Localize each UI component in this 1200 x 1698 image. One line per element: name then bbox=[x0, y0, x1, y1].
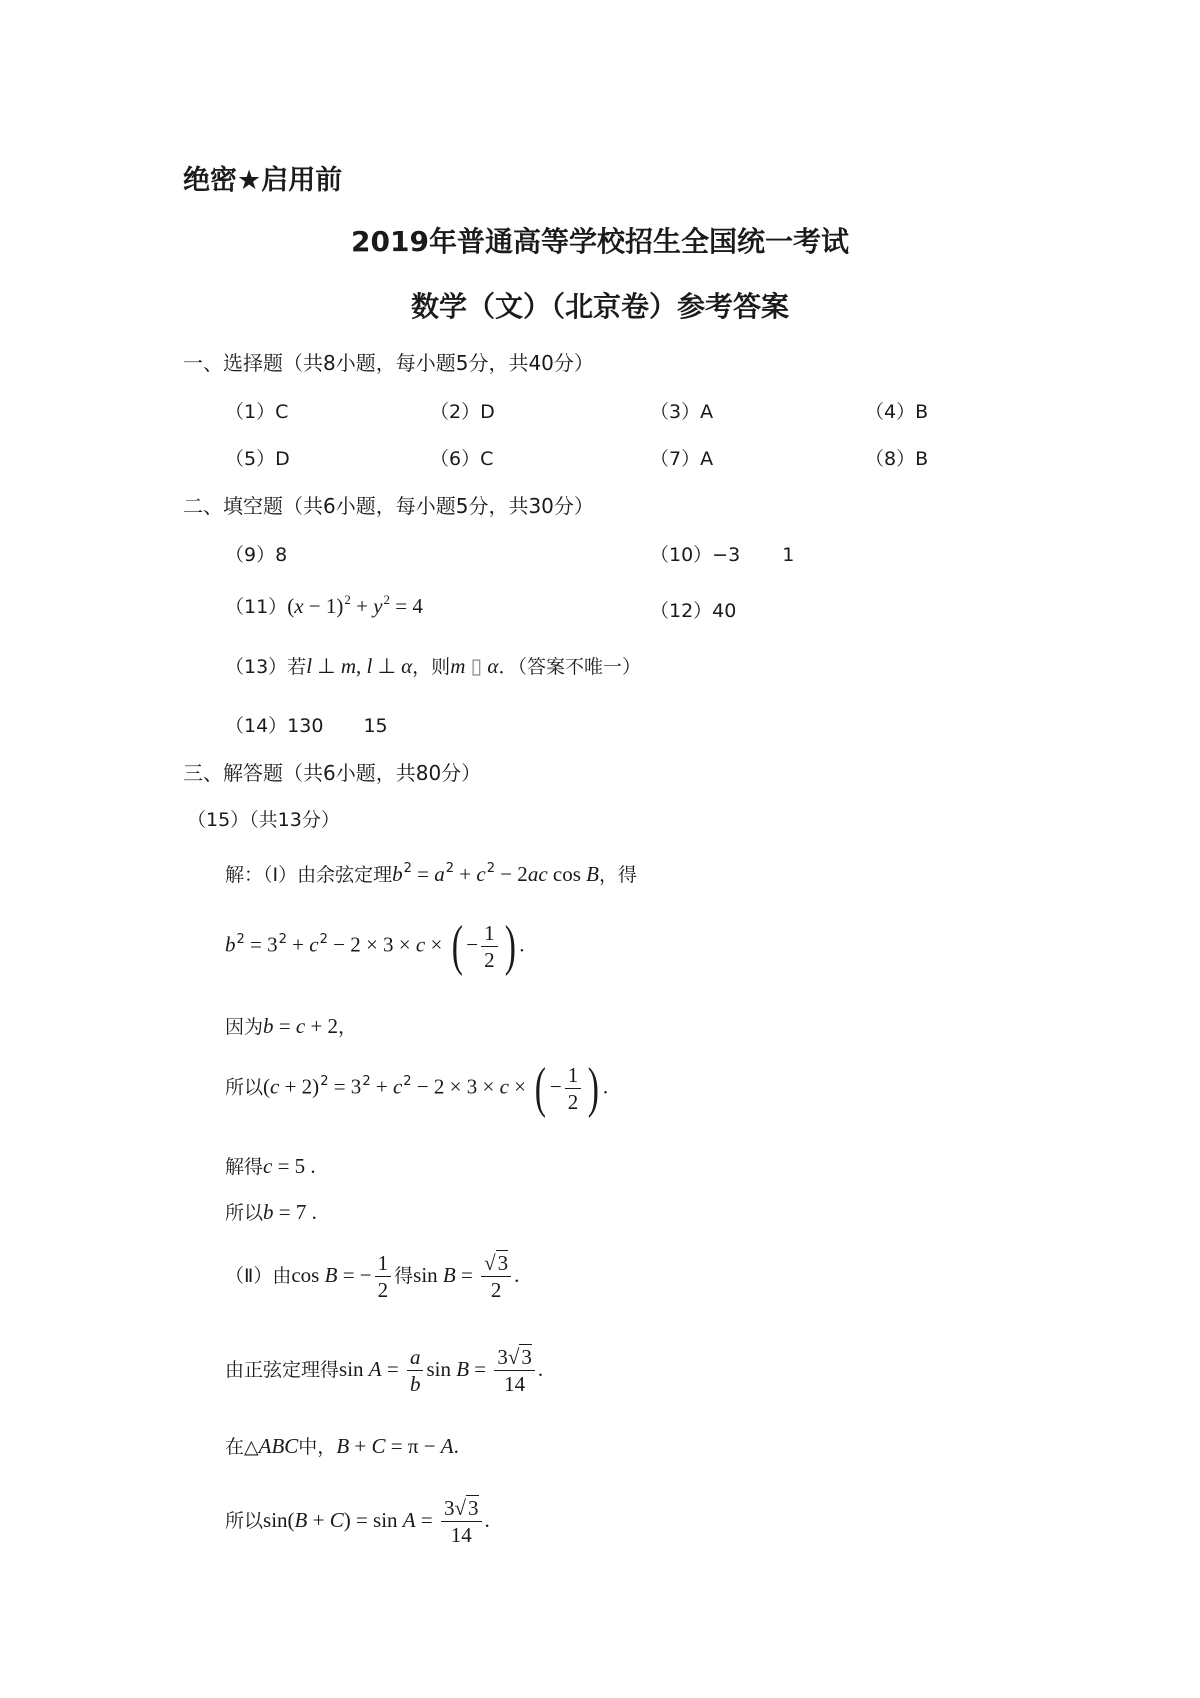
answer-6: （6）C bbox=[430, 448, 494, 470]
document-title: 数学（文）（北京卷）参考答案 bbox=[410, 290, 789, 323]
answer-14: （14）130 15 bbox=[225, 715, 388, 737]
solution-step-8: 由正弦定理得sin A = $\frac{a}{b}$ sin B = $\frac{3√3}{14}$ . bbox=[225, 1345, 544, 1396]
solution-step-5: 解得c = 5 . bbox=[225, 1154, 316, 1178]
solution-step-9: 在△ABC中，B + C = π − A. bbox=[225, 1434, 459, 1458]
solution-step-10: 所以sin(B + C) = sin A = $\frac{3√3}{14}$ . bbox=[225, 1496, 490, 1547]
section2-heading: 二、填空题（共6小题，每小题5分，共30分） bbox=[183, 494, 594, 518]
answer-8: （8）B bbox=[865, 448, 929, 470]
answer-2: （2）D bbox=[430, 401, 495, 423]
exam-title: 2019年普通高等学校招生全国统一考试 bbox=[351, 225, 849, 258]
answer-9: （9）8 bbox=[225, 544, 288, 566]
solution-step-2: $b^2 = 3^2 + c^2 - 2 \times 3 \times c$ × ( − $\frac{1}{2}$ ) . bbox=[225, 915, 525, 977]
answer-4: （4）B bbox=[865, 401, 929, 423]
solution-step-1: 解：（Ⅰ）由余弦定理$b^2 = a^2 + c^2 - 2ac$ cos B，得 bbox=[225, 861, 637, 886]
question-15-heading: （15）（共13分） bbox=[187, 809, 340, 831]
solution-step-6: 所以b = 7 . bbox=[225, 1200, 317, 1224]
answer-5: （5）D bbox=[225, 448, 290, 470]
answer-13: （13）若l ⊥ m, l ⊥ α，则m ▯ α．（答案不唯一） bbox=[225, 654, 641, 678]
solution-step-4: 所以$(c + 2)^2 = 3^2 + c^2 - 2 \times 3 \times c$ × ( − $\frac{1}{2}$ ) . bbox=[225, 1057, 609, 1119]
answer-10: （10）−3 1 bbox=[650, 544, 795, 566]
solution-step-7: （Ⅱ）由cos B = − $\frac{1}{2}$ 得sin B = $\frac{√3}{2}$ . bbox=[225, 1251, 520, 1302]
answer-11: $(11)(x - 1)^2 + y^2 = 4$ bbox=[225, 592, 423, 618]
section3-heading: 三、解答题（共6小题，共80分） bbox=[183, 761, 482, 785]
answer-3: （3）A bbox=[650, 401, 714, 423]
answer-1: （1）C bbox=[225, 401, 289, 423]
confidential-label: 绝密★启用前 bbox=[183, 165, 343, 196]
solution-step-3: 因为b = c + 2， bbox=[225, 1014, 358, 1038]
section1-heading: 一、选择题（共8小题，每小题5分，共40分） bbox=[183, 351, 594, 375]
answer-7: （7）A bbox=[650, 448, 714, 470]
answer-12: （12）40 bbox=[650, 600, 737, 622]
